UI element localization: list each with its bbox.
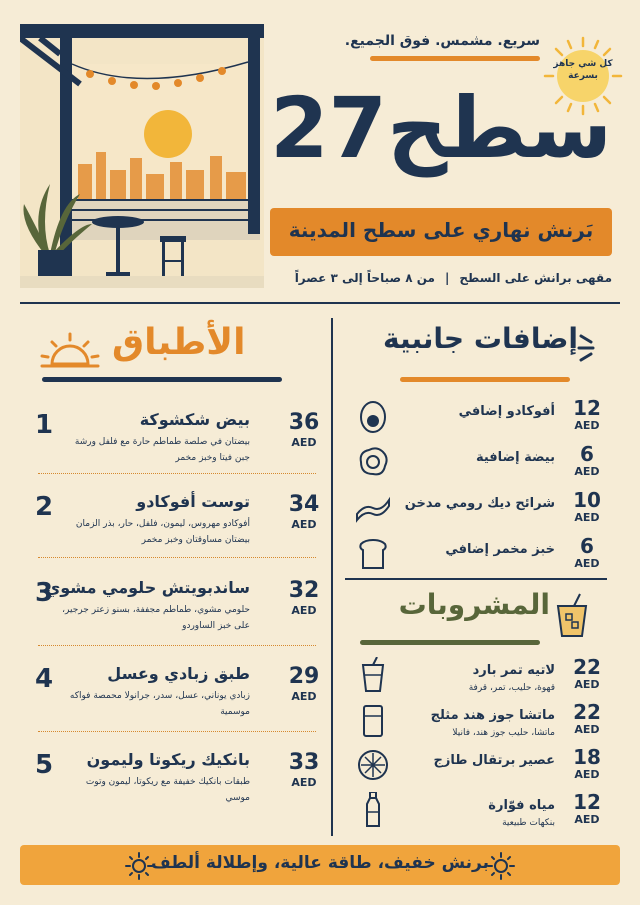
dotted-divider bbox=[38, 731, 316, 732]
tagline-underline bbox=[370, 56, 540, 61]
sun-icon bbox=[486, 851, 516, 881]
drink-glass-icon bbox=[552, 592, 592, 640]
avocado-icon bbox=[355, 398, 391, 434]
drink-item bbox=[345, 790, 607, 836]
dish-name: توست أفوكادو bbox=[136, 492, 250, 511]
matcha-glass-icon bbox=[355, 702, 391, 738]
bottle-icon bbox=[355, 792, 391, 828]
sides-underline bbox=[400, 377, 570, 382]
drink-item bbox=[345, 655, 607, 701]
bacon-icon bbox=[355, 490, 391, 526]
side-currency: AED bbox=[574, 557, 600, 570]
dish-description: أفوكادو مهروس، ليمون، فلفل، حار، بذر الزمان بيضتان مساوقتان وخبز مخمر bbox=[75, 519, 250, 545]
dish-name: بيض شكشوكة bbox=[139, 410, 250, 429]
dish-currency: AED bbox=[291, 776, 317, 789]
dish-description: حلومي مشوي، طماطم مجففة، بسنو زعتر جرجير، على خبز الساوردو bbox=[62, 605, 250, 631]
drink-currency: AED bbox=[574, 768, 600, 781]
dish-name: ساندبويتش حلومي مشوي bbox=[45, 578, 250, 597]
side-name: خبز مخمر إضافي bbox=[445, 542, 555, 557]
drink-price: 22 bbox=[573, 655, 601, 679]
tagline: سريع. مشمس. فوق الجميع. bbox=[344, 33, 540, 49]
sides-heading: إضافات جانبية bbox=[383, 322, 578, 355]
dish-description: طبقات بانكيك خفيفة مع ريكوتا، ليمون وتوت موسي bbox=[85, 777, 250, 803]
side-item bbox=[345, 442, 607, 488]
sunrise-icon bbox=[40, 330, 100, 370]
dish-name: طبق زبادي وعسل bbox=[107, 664, 250, 683]
dish-item bbox=[32, 748, 322, 828]
drinks-heading: المشروبات bbox=[398, 588, 550, 621]
sides-drinks-divider bbox=[345, 578, 607, 580]
info-venue: مقهى برانش على السطح bbox=[459, 271, 612, 285]
drink-name: عصير برتقال طازج bbox=[433, 753, 555, 768]
dish-item bbox=[32, 662, 322, 742]
side-currency: AED bbox=[574, 511, 600, 524]
side-item bbox=[345, 534, 607, 580]
drink-ingredients: قهوة، حليب، تمر، قرفة bbox=[468, 683, 555, 693]
dish-number: 4 bbox=[34, 664, 54, 694]
drink-ingredients: بنكهات طبيعية bbox=[502, 818, 555, 828]
info-separator: | bbox=[444, 271, 450, 285]
side-currency: AED bbox=[574, 465, 600, 478]
side-item bbox=[345, 488, 607, 534]
dish-currency: AED bbox=[291, 436, 317, 449]
side-price: 6 bbox=[580, 534, 594, 558]
dish-currency: AED bbox=[291, 518, 317, 531]
orange-icon bbox=[355, 747, 391, 783]
dish-number: 3 bbox=[34, 578, 54, 608]
subtitle: بَرنش نهاري على سطح المدينة bbox=[288, 218, 594, 242]
sparkle-lines-icon bbox=[575, 330, 609, 364]
info-hours: من ٨ صباحاً إلى ٣ عصراً bbox=[294, 271, 435, 285]
side-price: 12 bbox=[573, 396, 601, 420]
side-name: أفوكادو إضافي bbox=[458, 404, 555, 419]
drink-price: 18 bbox=[573, 745, 601, 769]
header-divider bbox=[20, 302, 620, 304]
drink-price: 22 bbox=[573, 700, 601, 724]
rooftop-illustration bbox=[20, 24, 264, 288]
info-line bbox=[295, 271, 612, 285]
dish-currency: AED bbox=[291, 690, 317, 703]
dish-currency: AED bbox=[291, 604, 317, 617]
side-name: شرائح ديك رومي مدخن bbox=[404, 496, 555, 511]
drink-item bbox=[345, 745, 607, 791]
dishes-heading: الأطباق bbox=[112, 322, 246, 363]
dish-description: بيضتان في صلصة طماطم حارة مع فلفل ورشة جبن فيتا وخبز مخمر bbox=[74, 437, 250, 463]
dish-item bbox=[32, 490, 322, 570]
dish-number: 2 bbox=[34, 492, 54, 522]
dish-price: 36 bbox=[288, 410, 320, 435]
drink-currency: AED bbox=[574, 723, 600, 736]
side-price: 6 bbox=[580, 442, 594, 466]
drink-name: ماتشا جوز هند مثلج bbox=[430, 708, 555, 723]
dishes-underline bbox=[42, 377, 282, 382]
dotted-divider bbox=[38, 645, 316, 646]
drink-currency: AED bbox=[574, 678, 600, 691]
brand-title: سطح27 bbox=[270, 79, 612, 177]
drink-item bbox=[345, 700, 607, 746]
egg-icon bbox=[355, 444, 391, 480]
dish-price: 34 bbox=[288, 492, 320, 517]
dish-item bbox=[32, 408, 322, 488]
dish-description: زبادي يوناني، عسل، سدر، جرانولا محمصة فواكه موسمية bbox=[69, 691, 250, 717]
dish-name: بانكيك ريكوتا وليمون bbox=[86, 750, 250, 769]
iced-latte-icon bbox=[355, 657, 391, 693]
drink-name: مياه فوّارة bbox=[488, 798, 555, 813]
dish-price: 29 bbox=[288, 664, 320, 689]
dish-price: 33 bbox=[288, 750, 320, 775]
footer-slogan: برنش خفيف، طاقة عالية، وإطلالة ألطف bbox=[150, 853, 490, 873]
drinks-underline bbox=[360, 640, 540, 645]
dish-number: 5 bbox=[34, 750, 54, 780]
dotted-divider bbox=[38, 473, 316, 474]
side-item bbox=[345, 396, 607, 442]
bread-icon bbox=[355, 536, 391, 572]
column-divider bbox=[331, 318, 333, 836]
dotted-divider bbox=[38, 557, 316, 558]
badge-text: كل شي جاهز بسرعة bbox=[553, 59, 613, 81]
side-price: 10 bbox=[573, 488, 601, 512]
side-name: بيضة إضافية bbox=[475, 450, 555, 465]
drink-price: 12 bbox=[573, 790, 601, 814]
dish-item bbox=[32, 576, 322, 656]
drink-currency: AED bbox=[574, 813, 600, 826]
side-currency: AED bbox=[574, 419, 600, 432]
drink-name: لاتيه تمر بارد bbox=[472, 663, 555, 678]
dish-number: 1 bbox=[34, 410, 54, 440]
drink-ingredients: ماتشا، حليب جوز هند، فانيلا bbox=[452, 728, 555, 738]
dish-price: 32 bbox=[288, 578, 320, 603]
